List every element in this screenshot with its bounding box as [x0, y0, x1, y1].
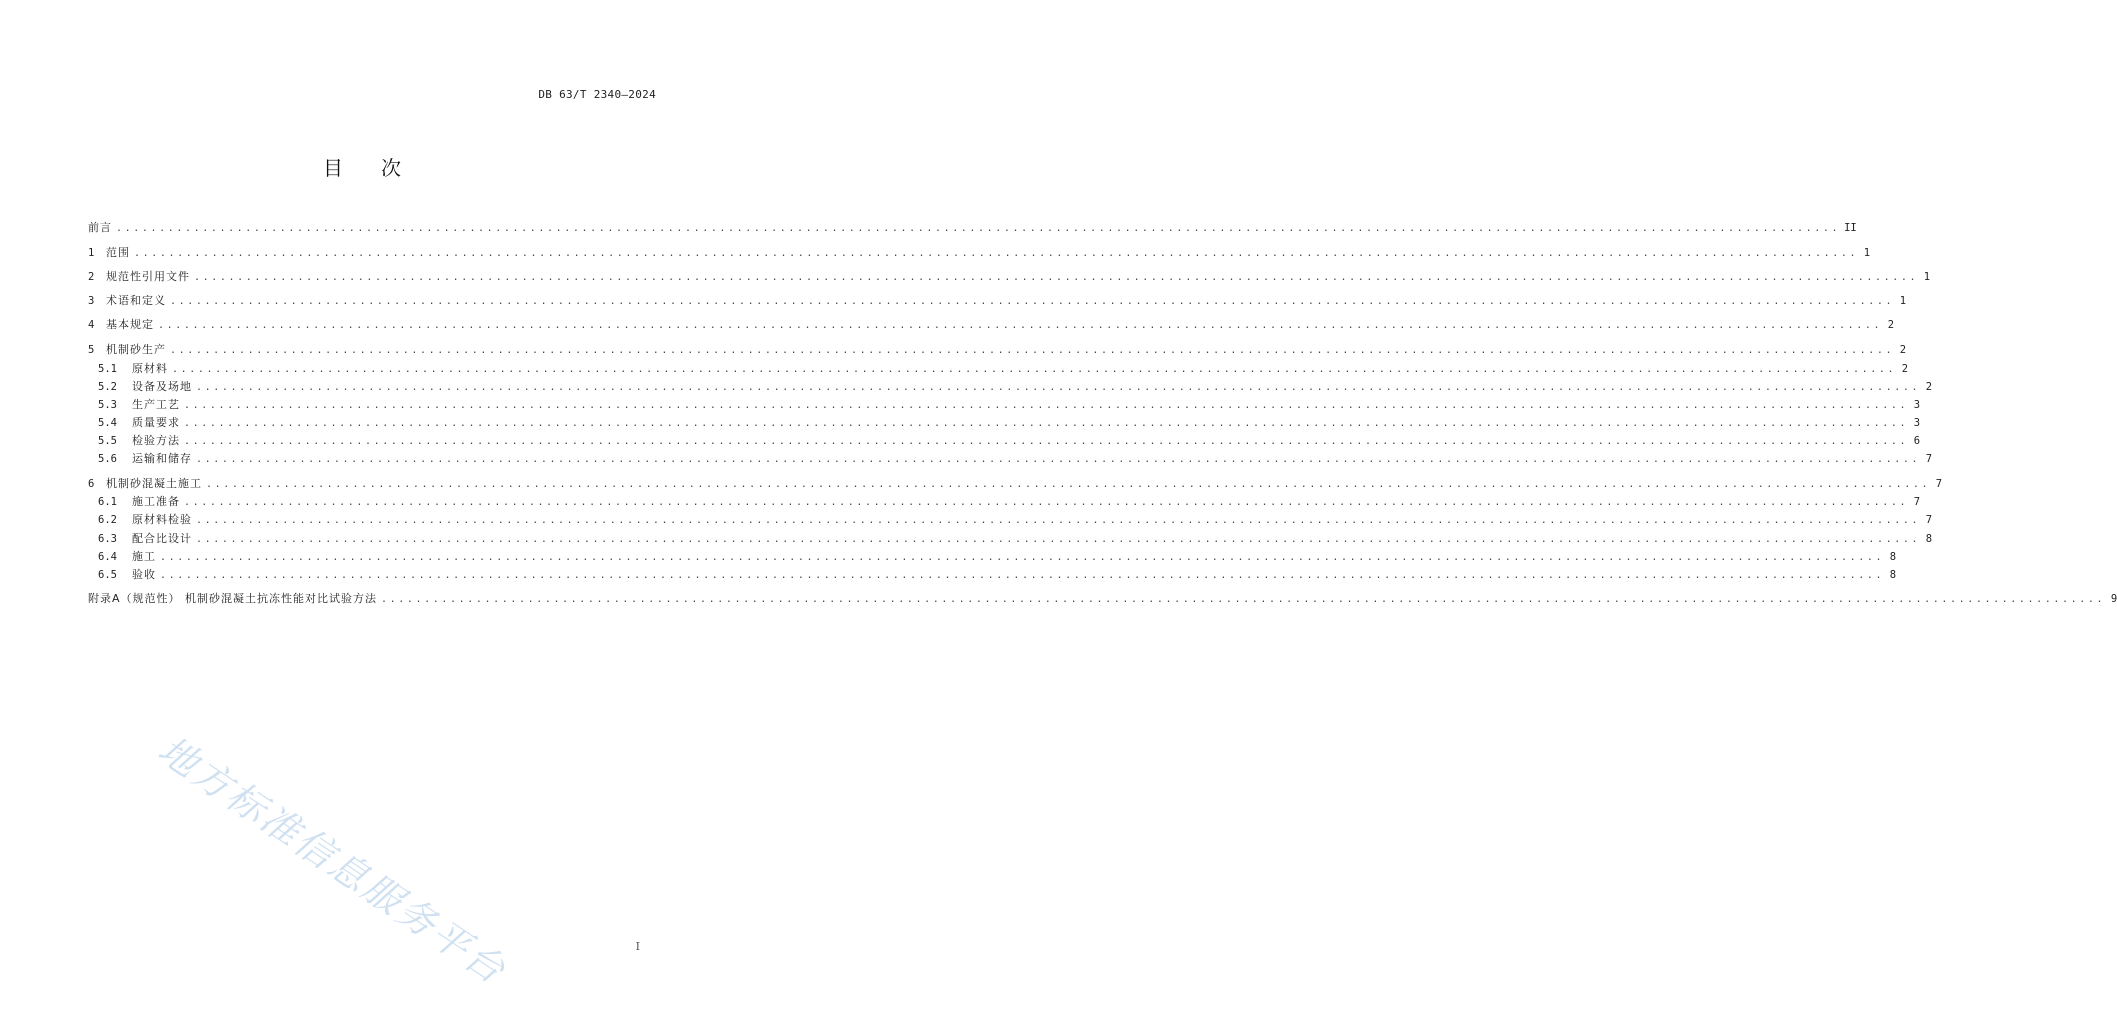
toc-entry-page: II — [1844, 222, 1857, 234]
toc-entry-label: 验收 — [132, 568, 156, 581]
toc-entry-label: 术语和定义 — [106, 294, 166, 307]
toc-dot-leader: ........................................................................................................................................................................................................ — [158, 320, 1883, 331]
toc-dot-leader: ........................................................................................................................................................................................................ — [196, 515, 1921, 526]
toc-entry-label: 前言 — [88, 221, 112, 234]
toc-entry-number: 6.4 — [98, 551, 117, 563]
toc-dot-leader: ........................................................................................................................................................................................................ — [160, 552, 1885, 563]
toc-dot-leader: ........................................................................................................................................................................................................ — [196, 534, 1921, 545]
toc-entry[interactable] — [88, 475, 1943, 493]
toc-entry-page: 2 — [1901, 363, 1909, 375]
title-char-2: 次 — [381, 156, 401, 180]
toc-dot-leader: ........................................................................................................................................................................................................ — [184, 400, 1909, 411]
toc-entry-page: 1 — [1863, 247, 1871, 259]
toc-entry-label: 检验方法 — [132, 434, 180, 447]
toc-entry[interactable] — [88, 493, 1921, 511]
toc-entry-number: 5.3 — [98, 399, 117, 411]
toc-entry-number: 6.5 — [98, 569, 117, 581]
toc-entry-page: 7 — [1925, 514, 1933, 526]
toc-entry[interactable] — [88, 378, 1933, 396]
toc-entry-label: 原材料 — [132, 362, 168, 375]
toc-entry-label: 原材料检验 — [132, 513, 192, 526]
toc-entry-page: 1 — [1923, 271, 1931, 283]
toc-entry-label: 配合比设计 — [132, 532, 192, 545]
toc-entry-number: 2 — [88, 271, 95, 283]
toc-entry-page: 6 — [1913, 435, 1921, 447]
toc-entry[interactable] — [88, 268, 1931, 286]
toc-entry-page: 8 — [1889, 551, 1897, 563]
title-char-1: 目 — [323, 156, 343, 180]
toc-entry-number: 5.4 — [98, 417, 117, 429]
toc-entry-number: 4 — [88, 319, 95, 331]
toc-dot-leader: ........................................................................................................................................................................................................ — [184, 418, 1909, 429]
toc-dot-leader: ........................................................................................................................................................................................................ — [184, 436, 1909, 447]
toc-entry-page: 2 — [1887, 319, 1895, 331]
toc-entry[interactable] — [88, 530, 1933, 548]
toc-entry-number: 5 — [88, 344, 95, 356]
toc-entry[interactable] — [88, 219, 1857, 237]
toc-dot-leader: ........................................................................................................................................................................................................ — [160, 570, 1885, 581]
toc-dot-leader: ........................................................................................................................................................................................................ — [381, 594, 2106, 605]
toc-dot-leader: ........................................................................................................................................................................................................ — [170, 345, 1895, 356]
toc-entry-page: 2 — [1899, 344, 1907, 356]
toc-dot-leader: ........................................................................................................................................................................................................ — [184, 497, 1909, 508]
toc-entry-label: 施工准备 — [132, 495, 180, 508]
toc-entry[interactable] — [88, 244, 1871, 262]
page-number: I — [635, 940, 640, 953]
standard-code: DB 63/T 2340—2024 — [538, 88, 656, 101]
toc-entry-label: 范围 — [106, 246, 130, 259]
toc-entry-page: 8 — [1889, 569, 1897, 581]
toc-entry[interactable] — [88, 316, 1895, 334]
toc-entry[interactable] — [88, 341, 1907, 359]
toc-entry-page: 3 — [1913, 417, 1921, 429]
toc-dot-leader: ........................................................................................................................................................................................................ — [172, 364, 1897, 375]
toc-entry[interactable] — [88, 511, 1933, 529]
toc-entry-number: 5.2 — [98, 381, 117, 393]
toc-entry-number: 3 — [88, 295, 95, 307]
toc-entry[interactable] — [88, 548, 1897, 566]
toc-entry[interactable] — [88, 292, 1907, 310]
toc-entry-label: 机制砂生产 — [106, 343, 166, 356]
toc-entry-label: 生产工艺 — [132, 398, 180, 411]
page-title — [0, 152, 724, 181]
toc-entry-number: 6 — [88, 478, 95, 490]
toc-entry-label: 施工 — [132, 550, 156, 563]
toc-entry-number: 6.2 — [98, 514, 117, 526]
toc-dot-leader: ........................................................................................................................................................................................................ — [116, 223, 1841, 234]
toc-entry-page: 7 — [1935, 478, 1943, 490]
toc-dot-leader: ........................................................................................................................................................................................................ — [134, 248, 1859, 259]
toc-entry-page: 3 — [1913, 399, 1921, 411]
toc-entry-number: 5.5 — [98, 435, 117, 447]
toc-entry-page: 7 — [1925, 453, 1933, 465]
toc-entry-number: 5.1 — [98, 363, 117, 375]
watermark: 地方标准信息服务平台 — [150, 727, 515, 994]
toc-entry[interactable] — [88, 450, 1933, 468]
toc-entry-label: 质量要求 — [132, 416, 180, 429]
toc-entry-number: 1 — [88, 247, 95, 259]
toc-entry-number: 6.1 — [98, 496, 117, 508]
toc-dot-leader: ........................................................................................................................................................................................................ — [194, 272, 1919, 283]
toc-entry-label: 基本规定 — [106, 318, 154, 331]
toc-entry[interactable] — [88, 414, 1921, 432]
toc-entry[interactable] — [88, 590, 2117, 608]
toc-entry[interactable] — [88, 396, 1921, 414]
toc-entry[interactable] — [88, 432, 1921, 450]
toc-dot-leader: ........................................................................................................................................................................................................ — [196, 454, 1921, 465]
toc-entry-page: 2 — [1925, 381, 1933, 393]
toc-entry-label: 设备及场地 — [132, 380, 192, 393]
toc-entry-page: 7 — [1913, 496, 1921, 508]
toc-entry-page: 9 — [2110, 593, 2117, 605]
toc-dot-leader: ........................................................................................................................................................................................................ — [206, 479, 1931, 490]
toc-entry-label: 运输和储存 — [132, 452, 192, 465]
toc-entry-page: 8 — [1925, 533, 1933, 545]
toc-entry-page: 1 — [1899, 295, 1907, 307]
toc-entry-label: 规范性引用文件 — [106, 270, 190, 283]
toc-entry-number: 6.3 — [98, 533, 117, 545]
toc-entry-label: 附录A（规范性） 机制砂混凝土抗冻性能对比试验方法 — [88, 592, 378, 605]
toc-entry-label: 机制砂混凝土施工 — [106, 477, 202, 490]
toc-dot-leader: ........................................................................................................................................................................................................ — [170, 296, 1895, 307]
toc-entry[interactable] — [88, 360, 1909, 378]
toc-entry-number: 5.6 — [98, 453, 117, 465]
toc-entry[interactable] — [88, 566, 1897, 584]
toc-dot-leader: ........................................................................................................................................................................................................ — [196, 382, 1921, 393]
